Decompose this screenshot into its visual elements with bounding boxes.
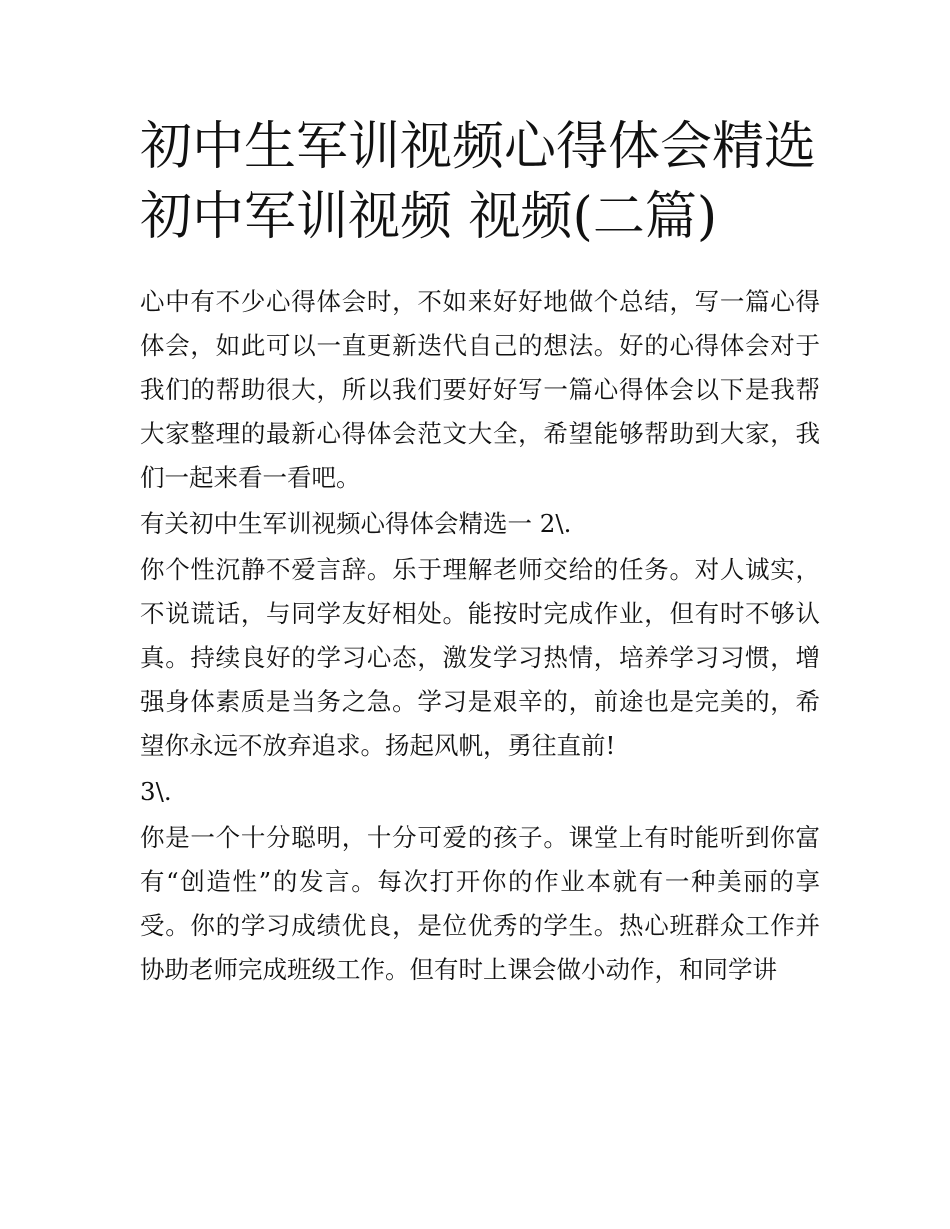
comment-paragraph-2: 你是一个十分聪明，十分可爱的孩子。课堂上有时能听到你富有“创造性”的发言。每次打开你的作业本就有一种美丽的享受。你的学习成绩优良，是位优秀的学生。热心班群众工作并协助老师完成班级工作。但有时上课会做小动作，和同学讲 — [140, 823, 820, 984]
intro-paragraph: 心中有不少心得体会时，不如来好好地做个总结，写一篇心得体会，如此可以一直更新迭代自己的想法。好的心得体会对于我们的帮助很大，所以我们要好好写一篇心得体会以下是我帮大家整理的最新心得体会范文大全，希望能够帮助到大家，我们一起来看一看吧。 — [140, 287, 820, 492]
document-title — [140, 112, 840, 252]
title-line-2: 初中军训视频 视频(二篇) — [140, 187, 718, 247]
comment-paragraph-1: 你个性沉静不爱言辞。乐于理解老师交给的任务。对人诚实，不说谎话，与同学友好相处。能按时完成作业，但有时不够认真。持续良好的学习心态，激发学习热情，培养学习习惯，增强身体素质是当务之急。学习是艰辛的，前途也是完美的，希望你永远不放弃追求。扬起风帆，勇往直前! — [140, 555, 820, 760]
document-body — [140, 280, 820, 992]
title-line-1: 初中生军训视频心得体会精选 — [140, 117, 817, 177]
section-number: 3\. — [140, 777, 172, 806]
section-heading: 有关初中生军训视频心得体会精选一 2\. — [140, 509, 572, 538]
